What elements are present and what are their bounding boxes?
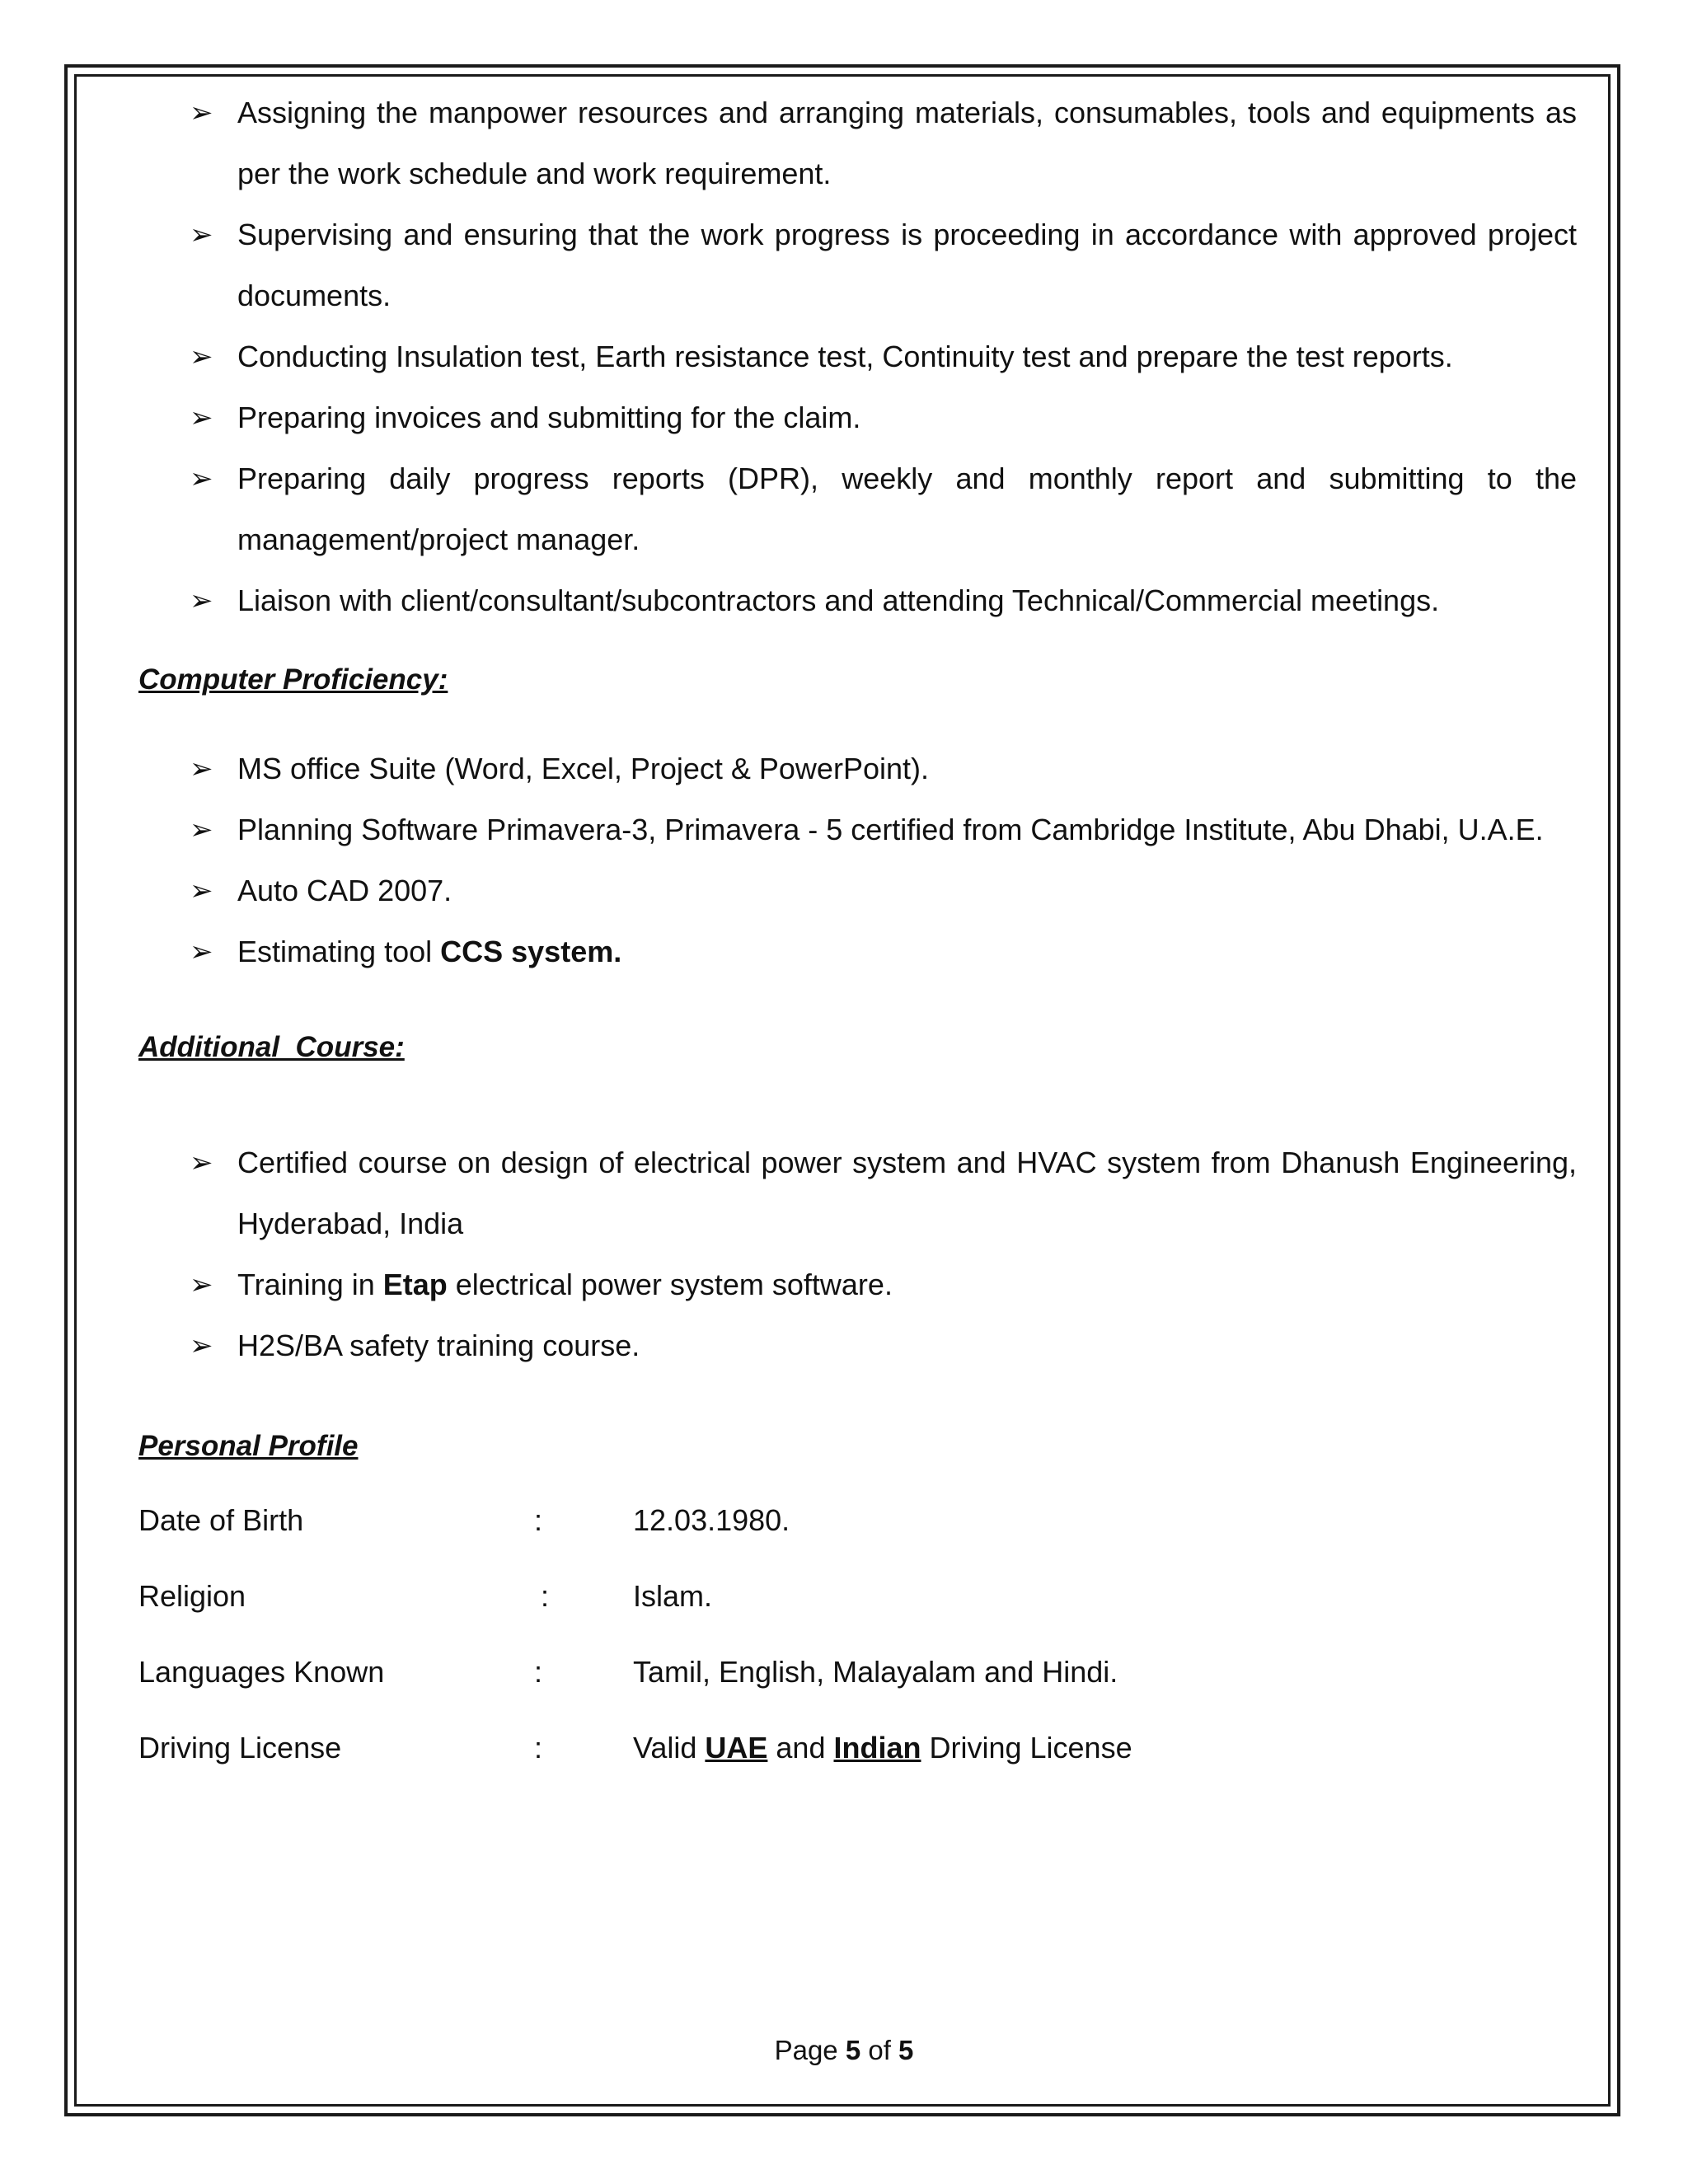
list-item: ➢ Conducting Insulation test, Earth resistance test, Continuity test and prepare the test reports. [138, 326, 1577, 387]
list-item: ➢ H2S/BA safety training course. [138, 1315, 1577, 1376]
list-item: ➢ Preparing invoices and submitting for the claim. [138, 387, 1577, 448]
additional-course-list [138, 1132, 1577, 1376]
profile-label: Languages Known [138, 1655, 385, 1689]
arrow-bullet-icon: ➢ [190, 219, 213, 251]
additional-course-heading: Additional Course: [138, 1031, 405, 1063]
profile-value: Tamil, English, Malayalam and Hindi. [633, 1655, 1118, 1689]
profile-colon: : [541, 1579, 550, 1613]
list-item: ➢ Liaison with client/consultant/subcontractors and attending Technical/Commercial meetings. [138, 570, 1577, 631]
document-body [138, 82, 1577, 1769]
arrow-bullet-icon: ➢ [190, 463, 213, 494]
profile-label: Driving License [138, 1731, 342, 1765]
personal-profile-table [138, 1500, 1577, 1769]
arrow-bullet-icon: ➢ [190, 1330, 213, 1361]
profile-row-date-of-birth [138, 1500, 1577, 1541]
arrow-bullet-icon: ➢ [190, 1147, 213, 1179]
arrow-bullet-icon: ➢ [190, 402, 213, 434]
list-item: ➢ MS office Suite (Word, Excel, Project & PowerPoint). [138, 738, 1577, 799]
personal-profile-heading: Personal Profile [138, 1430, 359, 1462]
list-item: ➢ Preparing daily progress reports (DPR), weekly and monthly report and submitting to the management/project manager. [138, 448, 1577, 570]
responsibilities-list [138, 82, 1577, 631]
arrow-bullet-icon: ➢ [190, 753, 213, 785]
arrow-bullet-icon: ➢ [190, 341, 213, 373]
list-item: ➢ Auto CAD 2007. [138, 860, 1577, 921]
arrow-bullet-icon: ➢ [190, 97, 213, 129]
profile-value: Valid UAE and Indian Driving License [633, 1731, 1132, 1765]
profile-row-driving-license [138, 1727, 1577, 1769]
arrow-bullet-icon: ➢ [190, 936, 213, 968]
profile-colon: : [534, 1655, 543, 1689]
profile-label: Religion [138, 1579, 246, 1613]
profile-row-languages [138, 1652, 1577, 1693]
profile-label: Date of Birth [138, 1503, 304, 1537]
profile-colon: : [534, 1503, 543, 1537]
profile-value: 12.03.1980. [633, 1503, 790, 1537]
list-item: ➢ Supervising and ensuring that the work progress is proceeding in accordance with approved project documents. [138, 204, 1577, 326]
list-item: ➢ Assigning the manpower resources and arranging materials, consumables, tools and equipments as per the work schedule and work requirement. [138, 82, 1577, 204]
list-item: ➢ Certified course on design of electrical power system and HVAC system from Dhanush Engineering, Hyderabad, India [138, 1132, 1577, 1254]
arrow-bullet-icon: ➢ [190, 1269, 213, 1301]
page-number: Page 5 of 5 [774, 2035, 914, 2065]
list-item: ➢ Training in Etap electrical power system software. [138, 1254, 1577, 1315]
profile-value: Islam. [633, 1579, 713, 1613]
arrow-bullet-icon: ➢ [190, 585, 213, 616]
profile-row-religion [138, 1576, 1577, 1617]
list-item: ➢ Planning Software Primavera-3, Primavera - 5 certified from Cambridge Institute, Abu Dhabi, U.A.E. [138, 799, 1577, 860]
computer-proficiency-list [138, 738, 1577, 982]
arrow-bullet-icon: ➢ [190, 875, 213, 907]
computer-proficiency-heading: Computer Proficiency: [138, 663, 448, 696]
arrow-bullet-icon: ➢ [190, 814, 213, 846]
list-item: ➢ Estimating tool CCS system. [138, 921, 1577, 982]
profile-colon: : [534, 1731, 543, 1765]
